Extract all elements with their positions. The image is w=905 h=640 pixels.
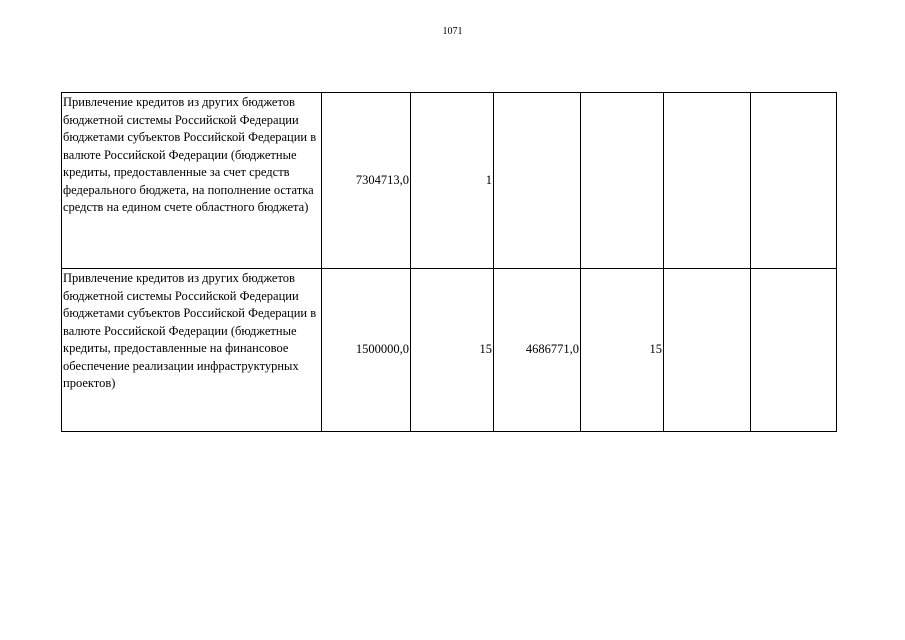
amount-cell: 7304713,0 [322, 93, 411, 269]
term-cell [751, 269, 837, 432]
term-cell: 15 [581, 269, 664, 432]
amount-cell [494, 93, 581, 269]
page-number: 1071 [442, 26, 463, 37]
amount-cell [664, 269, 751, 432]
amount-cell: 4686771,0 [494, 269, 581, 432]
term-cell [751, 93, 837, 269]
borrowing-table [61, 92, 837, 432]
term-cell: 15 [411, 269, 494, 432]
table-row [62, 269, 837, 432]
table-row [62, 93, 837, 269]
amount-cell: 1500000,0 [322, 269, 411, 432]
row-description: Привлечение кредитов из других бюджетов бюджетной системы Российской Федерации бюджетами субъектов Российской Федерации в валюте Российской Федерации (бюджетные кредиты, предоставленные на финансовое обеспечение реализации инфраструктурных проектов) [62, 269, 322, 432]
row-description: Привлечение кредитов из других бюджетов бюджетной системы Российской Федерации бюджетами субъектов Российской Федерации в валюте Российской Федерации (бюджетные кредиты, предоставленные за счет средств федерального бюджета, на пополнение остатка средств на едином счете областного бюджета) [62, 93, 322, 269]
term-cell [581, 93, 664, 269]
term-cell: 1 [411, 93, 494, 269]
amount-cell [664, 93, 751, 269]
